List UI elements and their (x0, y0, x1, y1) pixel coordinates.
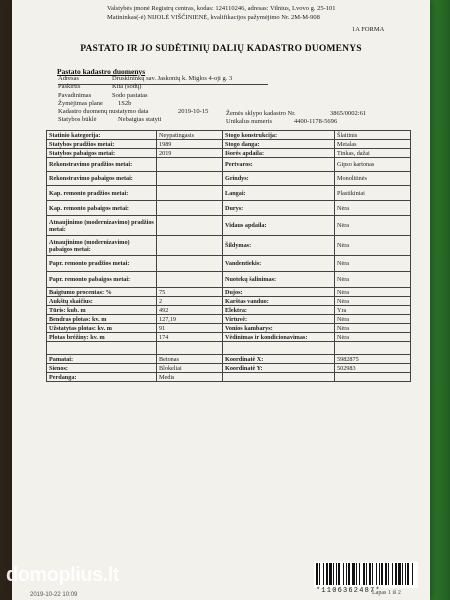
cadastre-table (46, 130, 411, 382)
table-row (47, 355, 411, 364)
field-label: Pertvaros: (223, 158, 335, 172)
land-value: 3865/0002:61 (330, 110, 367, 117)
field-value: Medis (157, 373, 223, 382)
form-tag: 1A FORMA (352, 26, 385, 33)
field-value: Gipso kartonas (335, 158, 411, 172)
field-label: Užstatytas plotas: kv. m (47, 324, 157, 333)
field-label: Papr. remonto pradžios metai: (47, 256, 157, 272)
purpose-label: Paskirtis (58, 83, 81, 90)
address-label: Adresas (58, 75, 79, 82)
field-value (157, 158, 223, 172)
table-row (47, 333, 411, 342)
field-label: Karštas vanduo: (223, 297, 335, 306)
barcode-bar (333, 563, 334, 585)
field-label: Sienos: (47, 364, 157, 373)
table-row (47, 288, 411, 297)
table-row (47, 201, 411, 216)
field-label: Rekonstravimo pabaigos metai: (47, 172, 157, 186)
field-value (157, 272, 223, 288)
field-label: Atnaujinimo (modernizavimo) pabaigos metai: (47, 236, 157, 256)
table-row (47, 131, 411, 140)
field-label: Statybos pabaigos metai: (47, 149, 157, 158)
field-value: 492 (157, 306, 223, 315)
field-label: Pamatai: (47, 355, 157, 364)
field-value (157, 201, 223, 216)
field-value: 91 (157, 324, 223, 333)
date-label: Kadastro duomenų nustatymo data (58, 108, 149, 115)
field-label: Statybos pradžios metai: (47, 140, 157, 149)
barcode-bar (379, 563, 380, 585)
status-value: Nebaigtas statyti (118, 116, 162, 123)
table-row (47, 315, 411, 324)
field-label: Kap. remonto pradžios metai: (47, 186, 157, 201)
field-label: Koordinatė X: (223, 355, 335, 364)
field-value: Nėra (335, 236, 411, 256)
plan-label: Žymėjimas plane (58, 100, 103, 107)
field-value: Šlaitinis (335, 131, 411, 140)
barcode-bar (356, 563, 357, 585)
barcode-bar (395, 563, 397, 585)
table-row (47, 342, 411, 355)
field-value: 1989 (157, 140, 223, 149)
field-value (335, 373, 411, 382)
barcode-bar (376, 563, 377, 585)
field-label: Aukštų skaičius: (47, 297, 157, 306)
field-label: Vonios kambarys: (223, 324, 335, 333)
table-row (47, 364, 411, 373)
field-label: Atnaujinimo (modernizavimo) pradžios metai: (47, 216, 157, 236)
barcode (314, 562, 418, 588)
barcode-bar (346, 563, 347, 585)
barcode-bar (359, 563, 360, 585)
purpose-value: Kita (sodų) (112, 83, 142, 90)
field-label: Stogo danga: (223, 140, 335, 149)
field-label: Vėdinimas ir kondicionavimas: (223, 333, 335, 342)
table-row (47, 256, 411, 272)
name-label: Pavadinimas (58, 92, 92, 99)
field-value: Plastikiniai (335, 186, 411, 201)
field-label: Durys: (223, 201, 335, 216)
field-label: Grindys: (223, 172, 335, 186)
barcode-bar (398, 563, 401, 585)
field-value: 502983 (335, 364, 411, 373)
field-value: 5982875 (335, 355, 411, 364)
field-label: Dujos: (223, 288, 335, 297)
table-row (47, 297, 411, 306)
barcode-bar (363, 563, 365, 585)
field-label: Perdanga: (47, 373, 157, 382)
field-value: Blokeliai (157, 364, 223, 373)
registry-line: Valstybės įmonė Registrų centras, kodas: 124110246, adresas: Vilnius, Lvovo g. 25-101 (107, 5, 336, 12)
field-value: Metalas (335, 140, 411, 149)
field-label: Baigtumo procentas: % (47, 288, 157, 297)
field-label: Nuotekų šalinimas: (223, 272, 335, 288)
barcode-bar (407, 563, 409, 585)
field-value: Yra (335, 306, 411, 315)
field-value: Neypatingasis (157, 131, 223, 140)
barcode-bar (402, 563, 403, 585)
barcode-bar (329, 563, 332, 585)
table-row (47, 149, 411, 158)
barcode-bar (343, 563, 344, 585)
table-row (47, 373, 411, 382)
barcode-bar (338, 563, 340, 585)
barcode-bar (352, 563, 355, 585)
field-label: Koordinatė Y: (223, 364, 335, 373)
name-value: Sodo pastatas (112, 92, 148, 99)
field-label (223, 342, 335, 355)
barcode-bar (336, 563, 337, 585)
field-label: Papr. remonto pabaigos metai: (47, 272, 157, 288)
field-value (157, 342, 223, 355)
field-value: Betonas (157, 355, 223, 364)
field-value (157, 256, 223, 272)
field-value: 2 (157, 297, 223, 306)
barcode-bar (366, 563, 367, 585)
watermark-part: dom (6, 564, 47, 586)
table-row (47, 172, 411, 186)
date-value: 2019-10-15 (178, 108, 209, 115)
table-row (47, 236, 411, 256)
field-label: Statinio kategorija: (47, 131, 157, 140)
barcode-bar (369, 563, 371, 585)
barcode-bar (319, 563, 320, 585)
field-label: Tūris: kub. m (47, 306, 157, 315)
barcode-bar (326, 563, 328, 585)
field-value: Nėra (335, 297, 411, 306)
field-label (47, 342, 157, 355)
field-value: Monolitinės (335, 172, 411, 186)
field-label: Kap. remonto pabaigos metai: (47, 201, 157, 216)
barcode-bar (348, 563, 350, 585)
bottom-date: 2019-10-22 10:09 (30, 592, 78, 598)
field-value (335, 342, 411, 355)
field-value: Nėra (335, 315, 411, 324)
field-label: Plotas brėžiny: kv. m (47, 333, 157, 342)
field-value: Nėra (335, 201, 411, 216)
page-note: Lapas 1 iš 2 (372, 590, 401, 596)
field-value (157, 216, 223, 236)
address-value: Druskininkų sav. Jaskonių k. Miglos 4-oji g. 3 (112, 75, 233, 82)
table-row (47, 272, 411, 288)
watermark-part: plius.lt (58, 564, 119, 586)
table-row (47, 158, 411, 172)
section-title: Pastato kadastro duomenys (57, 67, 146, 76)
watermark-part: o (46, 564, 59, 586)
field-value: 174 (157, 333, 223, 342)
status-label: Statybos būklė (58, 116, 97, 123)
field-value: Nėra (335, 256, 411, 272)
field-value: 2019 (157, 149, 223, 158)
field-value: Nėra (335, 333, 411, 342)
document-title: PASTATO IR JO SUDĖTINIŲ DALIŲ KADASTRO DUOMENYS (80, 44, 362, 54)
table-row (47, 306, 411, 315)
field-label: Vandentiekis: (223, 256, 335, 272)
barcode-bar (392, 563, 393, 585)
table-row (47, 324, 411, 333)
table-row (47, 140, 411, 149)
land-label: Žemės sklypo kadastro Nr. (226, 110, 296, 117)
barcode-bar (388, 563, 389, 585)
field-label (223, 373, 335, 382)
field-value: Nėra (335, 216, 411, 236)
field-value (157, 186, 223, 201)
field-label: Elektra: (223, 306, 335, 315)
table-row (47, 216, 411, 236)
field-label: Rekonstravimo pradžios metai: (47, 158, 157, 172)
barcode-bar (405, 563, 406, 585)
barcode-bar (412, 563, 413, 585)
field-label: Virtuvė: (223, 315, 335, 324)
barcode-bar (381, 563, 383, 585)
plan-value: 1S2b (118, 100, 132, 107)
surveyor-line: Matininkas(-ė) NIJOLĖ VIŠČINIENĖ, kvalifikacijos pažymėjimo Nr. 2M-M-908 (107, 14, 320, 21)
field-value (157, 236, 223, 256)
barcode-bar (323, 563, 324, 585)
barcode-number: *1106362487* (316, 587, 381, 595)
field-label: Išorės apdaila: (223, 149, 335, 158)
divider (58, 84, 268, 85)
barcode-bar (385, 563, 387, 585)
field-label: Vidaus apdaila: (223, 216, 335, 236)
field-value: Nėra (335, 272, 411, 288)
unique-value: 4400-1178-5696 (294, 118, 338, 125)
field-value: Tinkas, dažai (335, 149, 411, 158)
site-watermark (6, 564, 119, 587)
field-value: 127,19 (157, 315, 223, 324)
field-label: Šildymas: (223, 236, 335, 256)
field-label: Bendras plotas: kv. m (47, 315, 157, 324)
field-label: Langai: (223, 186, 335, 201)
field-value: Nėra (335, 324, 411, 333)
field-label: Stogo konstrukcija: (223, 131, 335, 140)
field-value (157, 172, 223, 186)
barcode-bar (372, 563, 373, 585)
field-value: 75 (157, 288, 223, 297)
table-row (47, 186, 411, 201)
barcode-bar (316, 563, 318, 585)
unique-label: Unikalus numeris (226, 118, 273, 125)
field-value: Nėra (335, 288, 411, 297)
